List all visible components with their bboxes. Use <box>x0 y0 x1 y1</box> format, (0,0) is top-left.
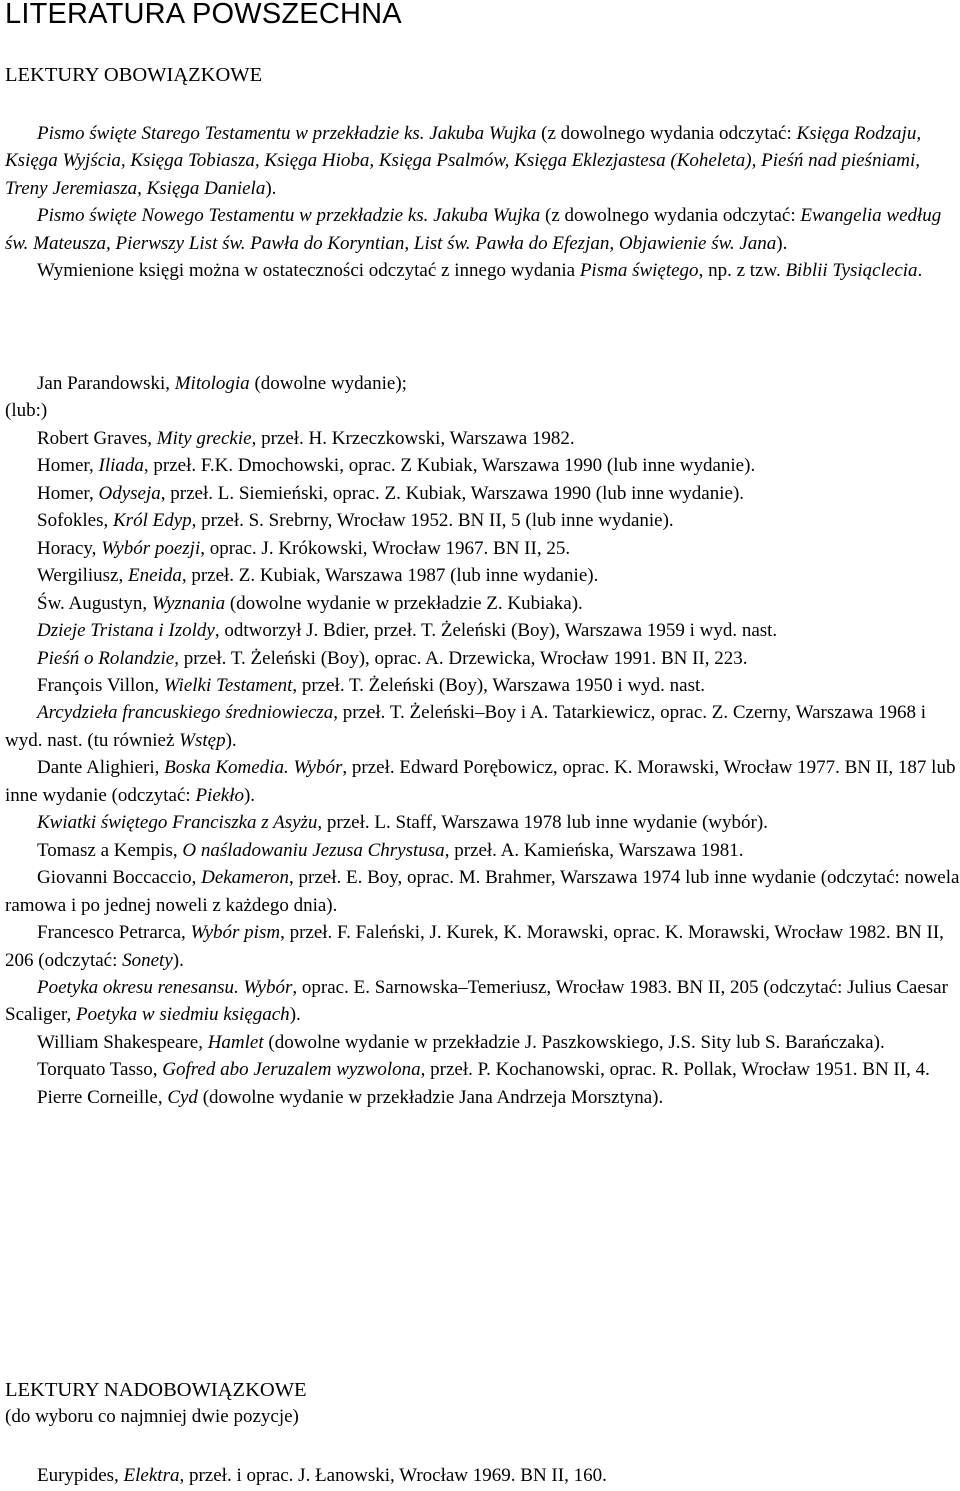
plain-text: ). <box>776 232 788 254</box>
italic-title-text: Eneida <box>128 565 182 587</box>
plain-text: Horacy, <box>37 537 102 559</box>
plain-text: Św. Augustyn, <box>37 592 152 614</box>
section-heading-nadobowiazkowe: LEKTURY NADOBOWIĄZKOWE <box>5 1379 307 1401</box>
plain-text: Dante Alighieri, <box>37 757 165 779</box>
optional-reading-entry <box>5 1462 960 1489</box>
italic-title-text: Biblii Tysiąclecia <box>785 260 918 282</box>
italic-title-text: Elektra <box>123 1465 180 1486</box>
plain-text: Pierre Corneille, <box>37 1086 168 1108</box>
reading-entry <box>5 1084 960 1111</box>
italic-title-text: Wielki Testament <box>163 674 293 696</box>
bible-entry <box>5 257 960 284</box>
plain-text: . <box>917 260 923 282</box>
italic-title-text: Gofred abo Jeruzalem wyzwolona <box>162 1059 421 1081</box>
italic-title-text: Odyseja <box>98 482 161 504</box>
plain-text: Torquato Tasso, <box>37 1059 163 1081</box>
italic-title-text: Król Edyp <box>113 510 192 532</box>
plain-text: (dowolne wydanie w przekładzie Jana Andrzeja Morsztyna). <box>197 1086 664 1108</box>
italic-title-text: Cyd <box>167 1086 198 1108</box>
italic-title-text: Pismo święte Nowego Testamentu w przekładzie ks. Jakuba Wujka <box>37 205 541 227</box>
page-title: LITERATURA POWSZECHNA <box>5 0 402 30</box>
plain-text: Giovanni Boccaccio, <box>37 867 202 889</box>
reading-entry <box>5 425 960 452</box>
reading-entry <box>5 919 960 974</box>
reading-entry <box>5 480 960 507</box>
plain-text: , przeł. T. Żeleński–Boy i A. Tatarkiewicz, oprac. Z. Czerny, Warszawa 1968 i wyd. nast. (tu również <box>5 702 927 751</box>
plain-text: William Shakespeare, <box>37 1031 208 1053</box>
plain-text: ). <box>265 177 277 199</box>
plain-text: (lub:) <box>5 400 48 422</box>
reading-entry <box>5 617 960 644</box>
plain-text: , przeł. A. Kamieńska, Warszawa 1981. <box>444 839 744 861</box>
plain-text: François Villon, <box>37 674 164 696</box>
plain-text: Robert Graves, <box>37 427 157 449</box>
reading-entry <box>5 370 960 397</box>
italic-title-text: Wyznania <box>151 592 226 614</box>
italic-title-text: Ewangelia według św. Mateusza, Pierwszy List św. Pawła do Koryntian, List św. Pawła do Efezjan, Objawienie św. Jana <box>5 205 942 254</box>
reading-entry <box>5 1056 960 1083</box>
plain-text: Eurypides, <box>37 1465 124 1486</box>
plain-text: Homer, <box>37 455 99 477</box>
optional-readings-list <box>5 1462 960 1489</box>
section-heading-obowiazkowe: LEKTURY OBOWIĄZKOWE <box>5 64 263 86</box>
plain-text: , np. z tzw. <box>698 260 786 282</box>
plain-text: , przeł. Edward Porębowicz, oprac. K. Morawski, Wrocław 1977. BN II, 187 lub inne wydanie (odczytać: <box>5 757 956 806</box>
italic-title-text: Iliada <box>98 455 144 477</box>
plain-text: , przeł. F.K. Dmochowski, oprac. Z Kubiak, Warszawa 1990 (lub inne wydanie). <box>143 455 756 477</box>
bible-list <box>5 120 960 284</box>
reading-entry <box>5 809 960 836</box>
plain-text: Homer, <box>37 482 99 504</box>
italic-title-text: Mitologia <box>174 373 250 394</box>
reading-entry <box>5 864 960 919</box>
italic-title-text: Arcydzieła francuskiego średniowiecza <box>37 702 334 724</box>
plain-text: ). <box>243 784 256 806</box>
plain-text: , przeł. F. Faleński, J. Kurek, K. Morawski, oprac. K. Morawski, Wrocław 1982. BN II, 206 (odczytać: <box>5 922 944 971</box>
italic-title-text: Księga Rodzaju, Księga Wyjścia, Księga Tobiasza, Księga Hioba, Księga Psalmów, Księga Eklezjastesa (Koheleta), Pieśń nad pieśniami, Treny Jeremiasza, Księga Daniela <box>5 123 922 199</box>
plain-text: Tomasz a Kempis, <box>37 839 183 861</box>
italic-title-text: Hamlet <box>207 1031 264 1053</box>
reading-entry <box>5 754 960 809</box>
italic-title-text: Wybór poezji <box>101 537 201 559</box>
plain-text: Wergiliusz, <box>37 565 128 587</box>
reading-entry <box>5 397 960 424</box>
plain-text: , oprac. E. Sarnowska–Temeriusz, Wrocław 1983. BN II, 205 (odczytać: Julius Caesar Scaliger, <box>5 976 948 1026</box>
italic-title-text: Piekło <box>195 784 244 806</box>
italic-title-text: Pisma świętego <box>579 260 699 282</box>
plain-text: Jan Parandowski, <box>37 373 175 394</box>
italic-title-text: Kwiatki świętego Franciszka z Asyżu <box>37 812 318 834</box>
plain-text: Wymienione księgi można w ostateczności odczytać z innego wydania <box>37 260 580 282</box>
plain-text: , przeł. L. Siemieński, oprac. Z. Kubiak, Warszawa 1990 (lub inne wydanie). <box>160 482 745 504</box>
bible-entry <box>5 202 960 257</box>
reading-entry <box>5 699 960 754</box>
reading-entry <box>5 974 960 1029</box>
plain-text: , oprac. J. Krókowski, Wrocław 1967. BN II, 25. <box>200 537 571 559</box>
plain-text: , przeł. i oprac. J. Łanowski, Wrocław 1969. BN II, 160. <box>179 1465 607 1486</box>
italic-title-text: Dekameron <box>201 867 290 889</box>
reading-entry <box>5 645 960 672</box>
plain-text: ). <box>225 729 237 751</box>
reading-entry <box>5 535 960 562</box>
plain-text: (z dowolnego wydania odczytać: <box>536 123 797 144</box>
italic-title-text: Sonety <box>122 949 173 971</box>
plain-text: ). <box>289 1004 301 1026</box>
reading-entry <box>5 1029 960 1056</box>
plain-text: (z dowolnego wydania odczytać: <box>540 205 801 227</box>
plain-text: , przeł. S. Srebrny, Wrocław 1952. BN II, 5 (lub inne wydanie). <box>191 510 674 532</box>
italic-title-text: Pieśń o Rolandzie <box>37 647 175 669</box>
italic-title-text: Dzieje Tristana i Izoldy <box>37 620 215 642</box>
italic-title-text: Poetyka w siedmiu księgach <box>76 1004 290 1026</box>
section-subheading: (do wyboru co najmniej dwie pozycje) <box>5 1406 299 1427</box>
italic-title-text: Poetyka okresu renesansu. Wybór <box>37 976 293 998</box>
italic-title-text: Boska Komedia. Wybór <box>164 757 343 779</box>
reading-entry <box>5 562 960 589</box>
plain-text: , odtworzył J. Bdier, przeł. T. Żeleński (Boy), Warszawa 1959 i wyd. nast. <box>214 620 778 642</box>
plain-text: (dowolne wydanie); <box>249 373 407 394</box>
plain-text: , przeł. L. Staff, Warszawa 1978 lub inne wydanie (wybór). <box>317 812 768 834</box>
reading-entry <box>5 672 960 699</box>
italic-title-text: Wstęp <box>179 729 226 751</box>
plain-text: Sofokles, <box>37 510 113 532</box>
reading-entry <box>5 507 960 534</box>
plain-text: Francesco Petrarca, <box>37 922 191 944</box>
plain-text: ). <box>172 949 184 971</box>
italic-title-text: O naśladowaniu Jezusa Chrystusa <box>182 839 445 861</box>
plain-text: , przeł. E. Boy, oprac. M. Brahmer, Warszawa 1974 lub inne wydanie (odczytać: nowela ramowa i po jednej noweli z każdego dnia). <box>5 867 960 916</box>
plain-text: (dowolne wydanie w przekładzie J. Paszkowskiego, J.S. Sity lub S. Barańczaka). <box>263 1031 885 1053</box>
plain-text: , przeł. P. Kochanowski, oprac. R. Pollak, Wrocław 1951. BN II, 4. <box>420 1059 930 1081</box>
reading-entry <box>5 590 960 617</box>
plain-text: (dowolne wydanie w przekładzie Z. Kubiaka). <box>225 592 583 614</box>
plain-text: , przeł. T. Żeleński (Boy), oprac. A. Drzewicka, Wrocław 1991. BN II, 223. <box>174 647 748 669</box>
plain-text: , przeł. H. Krzeczkowski, Warszawa 1982. <box>251 427 575 449</box>
plain-text: , przeł. T. Żeleński (Boy), Warszawa 1950 i wyd. nast. <box>292 674 706 696</box>
bible-entry <box>5 120 960 202</box>
required-readings-list <box>5 370 960 1111</box>
italic-title-text: Wybór pism <box>190 922 281 944</box>
reading-entry <box>5 837 960 864</box>
italic-title-text: Pismo święte Starego Testamentu w przekładzie ks. Jakuba Wujka <box>37 123 537 144</box>
italic-title-text: Mity greckie <box>156 427 252 449</box>
plain-text: , przeł. Z. Kubiak, Warszawa 1987 (lub inne wydanie). <box>181 565 599 587</box>
reading-entry <box>5 452 960 479</box>
